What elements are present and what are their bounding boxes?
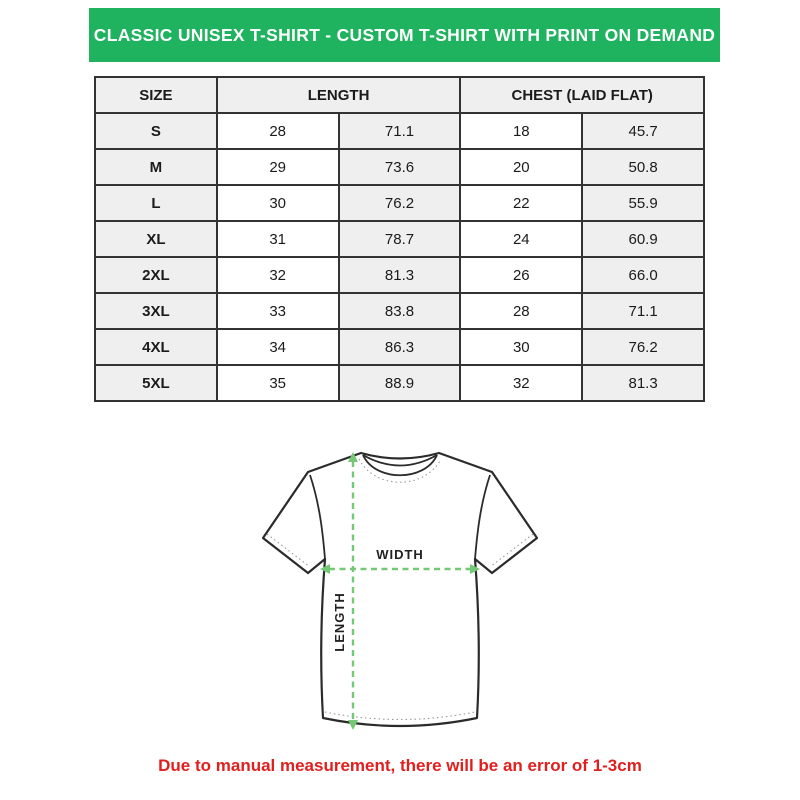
table-row	[95, 149, 704, 185]
table-row	[95, 257, 704, 293]
size-table-header	[95, 77, 704, 113]
header-length: LENGTH	[217, 77, 461, 113]
value-cell: 45.7	[582, 113, 704, 149]
width-label: WIDTH	[376, 547, 424, 562]
value-cell: 20	[460, 149, 582, 185]
banner	[89, 8, 720, 62]
value-cell: 29	[217, 149, 339, 185]
table-row	[95, 365, 704, 401]
value-cell: 73.6	[339, 149, 461, 185]
value-cell: 76.2	[339, 185, 461, 221]
header-chest: CHEST (LAID FLAT)	[460, 77, 704, 113]
value-cell: 28	[460, 293, 582, 329]
value-cell: 35	[217, 365, 339, 401]
size-cell: L	[95, 185, 217, 221]
size-table-body	[95, 113, 704, 401]
size-table	[94, 76, 705, 402]
value-cell: 66.0	[582, 257, 704, 293]
value-cell: 81.3	[339, 257, 461, 293]
table-row	[95, 113, 704, 149]
tshirt-illustration	[250, 440, 550, 750]
table-row	[95, 329, 704, 365]
table-row	[95, 221, 704, 257]
table-row	[95, 185, 704, 221]
value-cell: 55.9	[582, 185, 704, 221]
value-cell: 22	[460, 185, 582, 221]
value-cell: 71.1	[582, 293, 704, 329]
value-cell: 33	[217, 293, 339, 329]
value-cell: 83.8	[339, 293, 461, 329]
tshirt-outline	[263, 453, 537, 726]
size-cell: S	[95, 113, 217, 149]
value-cell: 26	[460, 257, 582, 293]
disclaimer-text: Due to manual measurement, there will be an error of 1-3cm	[158, 756, 642, 775]
length-label: LENGTH	[332, 592, 347, 652]
value-cell: 32	[217, 257, 339, 293]
value-cell: 32	[460, 365, 582, 401]
value-cell: 28	[217, 113, 339, 149]
header-size: SIZE	[95, 77, 217, 113]
size-cell: XL	[95, 221, 217, 257]
size-cell: 3XL	[95, 293, 217, 329]
value-cell: 50.8	[582, 149, 704, 185]
value-cell: 71.1	[339, 113, 461, 149]
size-cell: 2XL	[95, 257, 217, 293]
size-cell: M	[95, 149, 217, 185]
header-row	[95, 77, 704, 113]
value-cell: 30	[460, 329, 582, 365]
size-cell: 4XL	[95, 329, 217, 365]
table-row	[95, 293, 704, 329]
value-cell: 78.7	[339, 221, 461, 257]
banner-title: CLASSIC UNISEX T-SHIRT - CUSTOM T-SHIRT WITH PRINT ON DEMAND	[93, 24, 716, 45]
value-cell: 76.2	[582, 329, 704, 365]
value-cell: 86.3	[339, 329, 461, 365]
size-cell: 5XL	[95, 365, 217, 401]
value-cell: 81.3	[582, 365, 704, 401]
value-cell: 60.9	[582, 221, 704, 257]
tshirt-diagram	[250, 440, 550, 750]
value-cell: 31	[217, 221, 339, 257]
value-cell: 24	[460, 221, 582, 257]
value-cell: 30	[217, 185, 339, 221]
value-cell: 18	[460, 113, 582, 149]
value-cell: 88.9	[339, 365, 461, 401]
value-cell: 34	[217, 329, 339, 365]
